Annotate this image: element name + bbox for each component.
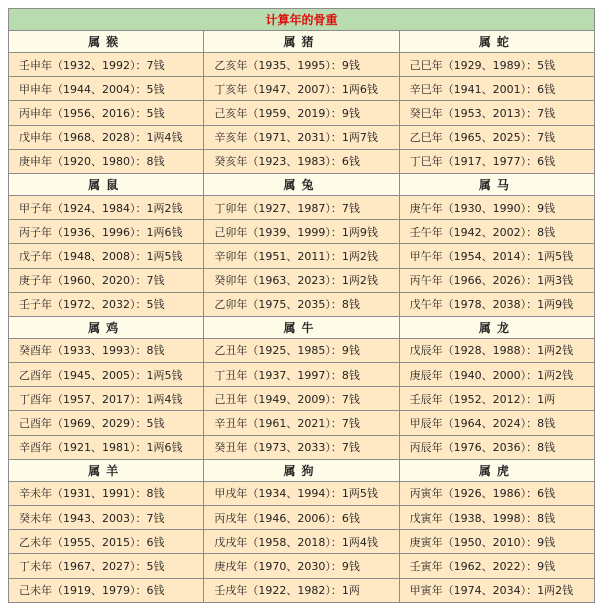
table-row [9,554,595,578]
zodiac-header: 属鸡 [9,316,204,338]
bone-weight-table-container [8,8,594,603]
year-weight-cell: 庚午年（1930、1990）：9钱 [399,195,594,219]
year-weight-cell: 丙子年（1936、1996）：1两6钱 [9,220,204,244]
table-row [9,53,595,77]
bone-weight-table [8,8,595,603]
year-weight-cell: 丙寅年（1926、1986）：6钱 [399,481,594,505]
year-weight-cell: 丁丑年（1937、1997）：8钱 [204,363,399,387]
table-row [9,220,595,244]
zodiac-header: 属狗 [204,459,399,481]
year-weight-cell: 丁巳年（1917、1977）：6钱 [399,149,594,173]
zodiac-header-row [9,459,595,481]
year-weight-cell: 己酉年（1969、2029）：5钱 [9,411,204,435]
year-weight-cell: 丙申年（1956、2016）：5钱 [9,101,204,125]
year-weight-cell: 庚寅年（1950、2010）：9钱 [399,530,594,554]
year-weight-cell: 庚子年（1960、2020）：7钱 [9,268,204,292]
year-weight-cell: 丙戌年（1946、2006）：6钱 [204,506,399,530]
year-weight-cell: 辛亥年（1971、2031）：1两7钱 [204,125,399,149]
year-weight-cell: 甲午年（1954、2014）：1两5钱 [399,244,594,268]
table-title-row [9,9,595,31]
year-weight-cell: 丁未年（1967、2027）：5钱 [9,554,204,578]
year-weight-cell: 戊子年（1948、2008）：1两5钱 [9,244,204,268]
year-weight-cell: 乙亥年（1935、1995）：9钱 [204,53,399,77]
table-row [9,363,595,387]
year-weight-cell: 壬申年（1932、1992）：7钱 [9,53,204,77]
year-weight-cell: 辛酉年（1921、1981）：1两6钱 [9,435,204,459]
table-row [9,506,595,530]
zodiac-header: 属羊 [9,459,204,481]
year-weight-cell: 己卯年（1939、1999）：1两9钱 [204,220,399,244]
year-weight-cell: 己未年（1919、1979）：6钱 [9,578,204,602]
table-row [9,244,595,268]
year-weight-cell: 壬辰年（1952、2012）：1两 [399,387,594,411]
zodiac-header: 属猪 [204,31,399,53]
year-weight-cell: 甲子年（1924、1984）：1两2钱 [9,195,204,219]
year-weight-cell: 戊戌年（1958、2018）：1两4钱 [204,530,399,554]
year-weight-cell: 甲寅年（1974、2034）：1两2钱 [399,578,594,602]
zodiac-header-row [9,316,595,338]
zodiac-header: 属蛇 [399,31,594,53]
year-weight-cell: 壬子年（1972、2032）：5钱 [9,292,204,316]
year-weight-cell: 辛巳年（1941、2001）：6钱 [399,77,594,101]
zodiac-header: 属马 [399,173,594,195]
table-row [9,292,595,316]
year-weight-cell: 癸亥年（1923、1983）：6钱 [204,149,399,173]
table-row [9,149,595,173]
zodiac-header-row [9,31,595,53]
table-row [9,481,595,505]
year-weight-cell: 癸卯年（1963、2023）：1两2钱 [204,268,399,292]
year-weight-cell: 乙未年（1955、2015）：6钱 [9,530,204,554]
year-weight-cell: 庚申年（1920、1980）：8钱 [9,149,204,173]
year-weight-cell: 辛丑年（1961、2021）：7钱 [204,411,399,435]
zodiac-header-row [9,173,595,195]
table-row [9,387,595,411]
table-row [9,268,595,292]
zodiac-header: 属虎 [399,459,594,481]
zodiac-header: 属兔 [204,173,399,195]
year-weight-cell: 甲戌年（1934、1994）：1两5钱 [204,481,399,505]
year-weight-cell: 戊午年（1978、2038）：1两9钱 [399,292,594,316]
table-row [9,435,595,459]
year-weight-cell: 丙午年（1966、2026）：1两3钱 [399,268,594,292]
year-weight-cell: 己巳年（1929、1989）：5钱 [399,53,594,77]
year-weight-cell: 癸酉年（1933、1993）：8钱 [9,338,204,362]
year-weight-cell: 壬戌年（1922、1982）：1两 [204,578,399,602]
zodiac-header: 属鼠 [9,173,204,195]
year-weight-cell: 戊申年（1968、2028）：1两4钱 [9,125,204,149]
year-weight-cell: 丁酉年（1957、2017）：1两4钱 [9,387,204,411]
year-weight-cell: 癸丑年（1973、2033）：7钱 [204,435,399,459]
zodiac-header: 属龙 [399,316,594,338]
year-weight-cell: 癸巳年（1953、2013）：7钱 [399,101,594,125]
table-row [9,578,595,602]
table-row [9,411,595,435]
year-weight-cell: 丁亥年（1947、2007）：1两6钱 [204,77,399,101]
table-title: 计算年的骨重 [9,9,595,31]
year-weight-cell: 辛未年（1931、1991）：8钱 [9,481,204,505]
year-weight-cell: 丁卯年（1927、1987）：7钱 [204,195,399,219]
year-weight-cell: 乙酉年（1945、2005）：1两5钱 [9,363,204,387]
year-weight-cell: 辛卯年（1951、2011）：1两2钱 [204,244,399,268]
year-weight-cell: 壬寅年（1962、2022）：9钱 [399,554,594,578]
year-weight-cell: 甲申年（1944、2004）：5钱 [9,77,204,101]
year-weight-cell: 戊寅年（1938、1998）：8钱 [399,506,594,530]
table-row [9,101,595,125]
table-row [9,195,595,219]
year-weight-cell: 己丑年（1949、2009）：7钱 [204,387,399,411]
year-weight-cell: 癸未年（1943、2003）：7钱 [9,506,204,530]
table-row [9,338,595,362]
table-row [9,77,595,101]
year-weight-cell: 甲辰年（1964、2024）：8钱 [399,411,594,435]
zodiac-header: 属牛 [204,316,399,338]
year-weight-cell: 乙巳年（1965、2025）：7钱 [399,125,594,149]
year-weight-cell: 庚辰年（1940、2000）：1两2钱 [399,363,594,387]
year-weight-cell: 乙卯年（1975、2035）：8钱 [204,292,399,316]
zodiac-header: 属猴 [9,31,204,53]
table-row [9,530,595,554]
year-weight-cell: 己亥年（1959、2019）：9钱 [204,101,399,125]
year-weight-cell: 丙辰年（1976、2036）：8钱 [399,435,594,459]
year-weight-cell: 乙丑年（1925、1985）：9钱 [204,338,399,362]
year-weight-cell: 壬午年（1942、2002）：8钱 [399,220,594,244]
year-weight-cell: 戊辰年（1928、1988）：1两2钱 [399,338,594,362]
table-row [9,125,595,149]
year-weight-cell: 庚戌年（1970、2030）：9钱 [204,554,399,578]
